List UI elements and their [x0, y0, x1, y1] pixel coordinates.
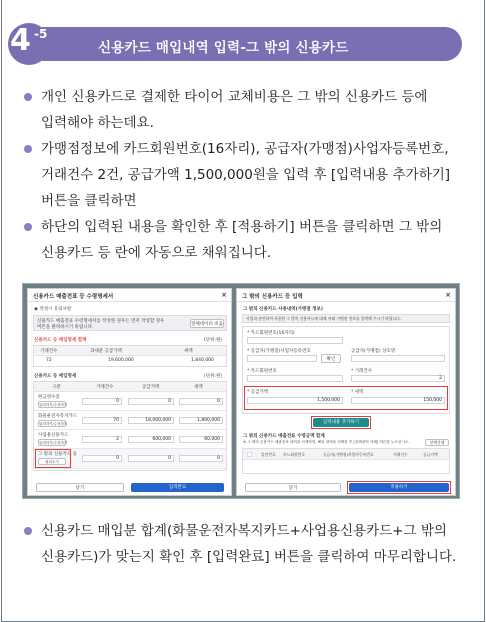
close-icon[interactable]: ×: [221, 291, 227, 299]
biz-number-input[interactable]: [247, 355, 317, 362]
biz-name-label: 공급자(가맹점) 상호명: [351, 349, 396, 354]
select-all-checkbox[interactable]: [247, 452, 252, 457]
instruction-item: [24, 518, 464, 570]
summary-header: 과세분 공급가액: [90, 349, 122, 354]
table-row: [34, 430, 226, 449]
grid-header: 카드회원번호: [283, 452, 306, 457]
instruction-item: [24, 214, 464, 266]
apply-button[interactable]: 적용하기: [349, 483, 449, 492]
detail-header: 구분: [52, 385, 61, 390]
dialog-title: [237, 289, 455, 302]
instruction-line: 거래건수 2건, 공급가액 1,500,000원을 입력 후 [입력내용 추가하기]: [41, 167, 451, 183]
row-amount: 600,000: [128, 436, 174, 443]
detail-section-title: 신용카드 등 매입명세: [34, 374, 77, 379]
bullet-icon: [24, 145, 32, 153]
summary-unit: (단위:원): [204, 338, 223, 343]
row-edit-button[interactable]: 입력하기/수정하기: [39, 422, 68, 426]
count-input[interactable]: 2: [351, 375, 445, 382]
row-count: 0: [82, 455, 122, 462]
dialog-title-text: 신용카드 매출전표 등 수령명세서: [33, 294, 114, 300]
total-section-hint: ※ 그 밖의 신용카드 매출전표 내역을 삭제하면, 해당 내역을 선택한 후 [선택내역 삭제] 버튼을 누르십시오.: [243, 440, 410, 444]
entries-grid: [242, 448, 450, 474]
table-row: [34, 411, 226, 430]
row-tax: 0: [179, 455, 223, 462]
hint-box: [242, 314, 450, 323]
other-card-dialog: [236, 288, 456, 496]
instruction-line: 개인 신용카드로 결제한 타이어 교체비용은 그 밖의 신용카드 등에: [41, 89, 428, 105]
header-title: 신용카드 매입내역 입력-그 밖의 신용카드: [98, 40, 349, 56]
row-name: 그 밖의 신용카드 등: [38, 452, 78, 457]
detail-header: 세액: [194, 385, 203, 390]
summary-value: 1,840,000: [191, 358, 214, 363]
tax-input: 150,000: [351, 397, 445, 404]
notice-text: 신용카드 매출전표 수령명세서를 작성한 경우는 먼저 작성할 경우: [37, 319, 165, 324]
row-count: 2: [82, 436, 122, 443]
row-name: 사업용신용카드: [38, 433, 69, 438]
card-number-input[interactable]: [247, 337, 343, 344]
card-type-label: * 카드회원번호: [247, 369, 277, 374]
hint-text: 사업과 관련하여 사용한 그 밖의 신용카드에 대해 아래 가맹점 정보를 입력해 주시기 바랍니다.: [246, 316, 402, 321]
row-name: 현금영수증: [38, 395, 60, 400]
amount-label: * 공급가액: [247, 390, 269, 395]
card-label: * 카드회원번호(16자리): [247, 331, 295, 336]
table-row: [34, 449, 226, 469]
dialog-title-text: 그 밖의 신용카드 등 입력: [242, 294, 303, 300]
instruction-line: 하단의 입력된 내용을 확인한 후 [적용하기] 버튼을 클릭하면 그 밖의: [41, 219, 443, 235]
delete-selected-button[interactable]: 선택삭제: [425, 439, 449, 446]
instruction-line: 버튼을 클릭하면: [41, 193, 137, 209]
add-entry-button[interactable]: 입력내용 추가하기: [313, 418, 369, 427]
summary-header: 거래건수: [40, 349, 58, 354]
embedded-screenshot: [22, 283, 460, 499]
merchant-section-title: 그 밖의 신용카드 사용내역(가맹점 정보): [243, 307, 323, 312]
instruction-line: 가맹점정보에 카드회원번호(16자리), 공급자(가맹점)사업자등록번호,: [41, 141, 449, 157]
grid-header: 공급자(가맹점)사업자등록번호: [323, 452, 374, 457]
close-button[interactable]: 닫기: [36, 483, 124, 492]
row-amount: 0: [128, 455, 174, 462]
clear-data-button[interactable]: 전체데이터 비움: [190, 319, 224, 328]
instruction-line: 신용카드 매입분 합계(화물운전자복지카드+사업용신용카드+그 밖의: [41, 523, 447, 539]
detail-header: 공급가액: [142, 385, 160, 390]
instruction-list: [24, 84, 464, 266]
grid-header: 공급가액: [423, 452, 438, 457]
row-name: 화물운전자복지카드: [38, 414, 78, 419]
highlight-box: [311, 416, 371, 429]
close-button[interactable]: 닫기: [245, 483, 341, 492]
summary-header-row: [34, 346, 226, 356]
grid-header: 일련번호: [261, 452, 276, 457]
notice-box: [33, 315, 227, 331]
complete-input-button[interactable]: 입력완료: [131, 483, 224, 492]
instruction-item: [24, 84, 464, 136]
row-tax: 60,000: [179, 436, 223, 443]
header-subnumber: -5: [34, 27, 48, 41]
bullet-icon: [24, 93, 32, 101]
section-header: [12, 25, 462, 63]
detail-header: 거래건수: [96, 385, 114, 390]
dialog-title: [28, 289, 231, 302]
bullet-icon: [24, 223, 32, 231]
instruction-item: [24, 136, 464, 214]
row-edit-button[interactable]: 입력하기/수정하기: [39, 441, 68, 445]
amount-input[interactable]: 1,500,000: [247, 397, 343, 404]
row-amount: 18,000,000: [128, 417, 174, 424]
row-tax: 1,800,000: [179, 417, 223, 424]
notice-text-2: 버튼을 클릭하시기 바랍니다.: [37, 325, 94, 330]
card-type-input[interactable]: [247, 375, 343, 382]
biz-name-input: [351, 355, 445, 362]
sales-slip-dialog: [27, 288, 232, 496]
instruction-line: 신용카드 등 란에 자동으로 채워집니다.: [41, 245, 272, 261]
table-row: [34, 392, 226, 411]
merchant-form: [242, 326, 450, 414]
row-amount: 0: [128, 398, 174, 405]
instruction-line: 신용카드)가 맞는지 확인 후 [입력완료] 버튼을 클릭하여 마무리합니다.: [41, 549, 457, 565]
tax-label: * 세액: [351, 390, 364, 395]
detail-table: [33, 381, 227, 471]
total-section-title: 그 밖의 신용카드 매출전표 수령금액 합계: [243, 434, 325, 439]
bullet-icon: [24, 527, 32, 535]
biz-number-label: * 공급자(가맹점)사업자등록번호: [247, 349, 311, 354]
close-icon[interactable]: ×: [445, 291, 451, 299]
header-number-circle: [8, 23, 50, 65]
instruction-line: 입력해야 하는데요.: [41, 115, 154, 131]
summary-table: [33, 345, 227, 367]
summary-value: 19,600,000: [108, 358, 134, 363]
count-label: * 거래건수: [351, 369, 373, 374]
load-button[interactable]: 불러오기: [38, 458, 66, 465]
highlight-box: [35, 449, 71, 468]
final-instruction: [24, 518, 464, 570]
header-bar: [42, 27, 462, 61]
row-edit-button[interactable]: 입력하기/수정하기: [39, 403, 68, 407]
check-button[interactable]: 확인: [321, 354, 341, 363]
highlight-box: [347, 481, 451, 494]
row-count: 0: [82, 398, 122, 405]
row-count: 70: [82, 417, 122, 424]
header-number: 4: [10, 23, 31, 58]
row-tax: 0: [179, 398, 223, 405]
summary-value: 72: [46, 358, 52, 363]
summary-header: 세액: [184, 349, 193, 354]
grid-header: 거래건수: [393, 452, 408, 457]
caution-radio[interactable]: ◉ 작성시 유의사항: [34, 307, 72, 312]
detail-unit: (단위:원): [204, 374, 223, 379]
summary-section-title: 신용카드 등 매입명세 합계: [34, 338, 87, 343]
